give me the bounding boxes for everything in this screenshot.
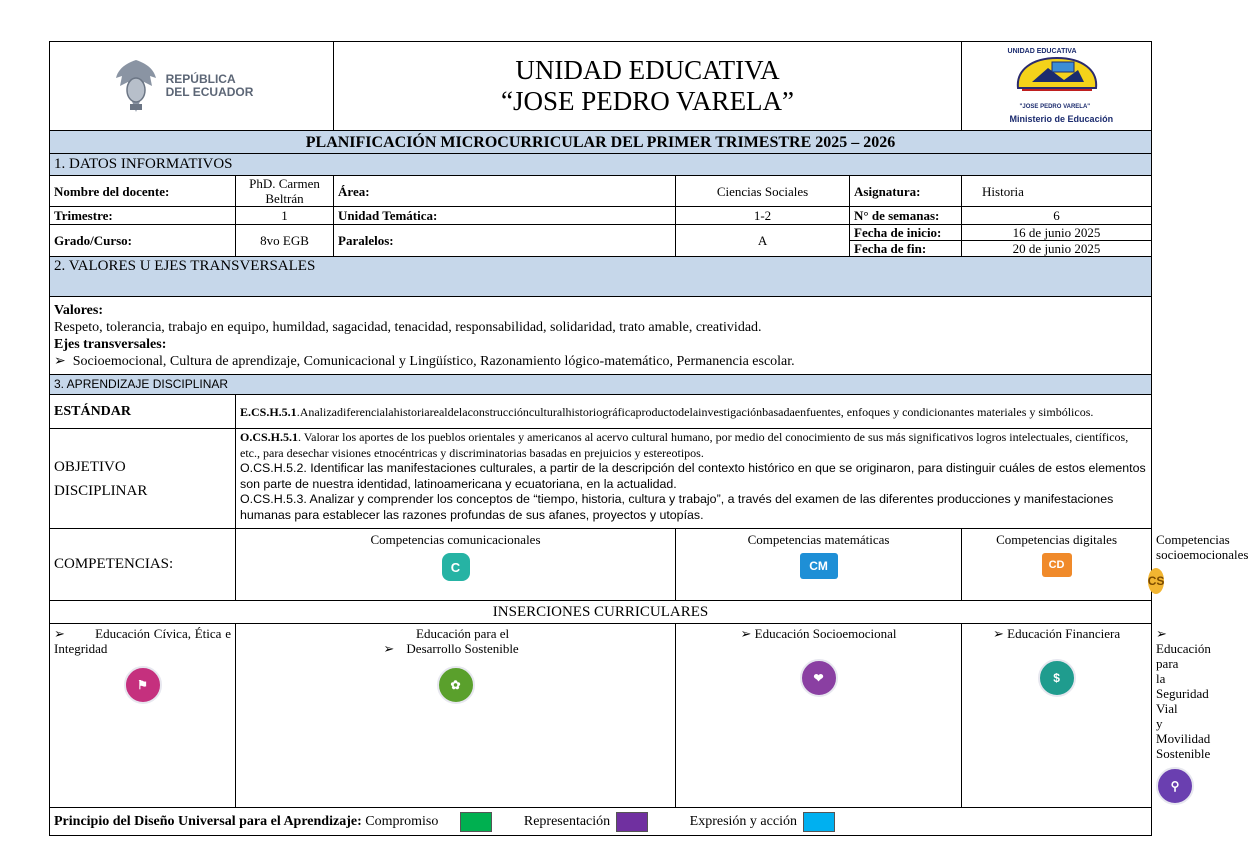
logo-top-text: UNIDAD EDUCATIVA [1007,48,1077,55]
insercion-civica [50,624,236,808]
ejes-label: Ejes transversales: [54,337,167,352]
comunicacional-icon: C [442,553,470,581]
school-name: “JOSE PEDRO VARELA” [501,86,795,116]
unidad-value: 1-2 [676,207,850,225]
bullet-icon: ➢ [54,626,65,641]
ecuador-coat-of-arms-icon [110,56,162,116]
financiera-icon: $ [1038,659,1076,697]
expresion-swatch [803,812,835,832]
valores-text: Respeto, tolerancia, trabajo en equipo, humildad, sagacidad, tenacidad, responsabilidad, solidaridad, trato amable, creatividad. [54,320,762,335]
valores-label: Valores: [54,303,103,318]
competencia-matematica [676,529,962,601]
competencia-label: Competencias comunicacionales [370,532,541,547]
section2-title: 2. VALORES U EJES TRANSVERSALES [50,257,1152,297]
ministry-text: Ministerio de Educación [1009,114,1114,124]
socioemocional-icon: ❤ [800,659,838,697]
competencia-comunicacional [236,529,676,601]
competencias-label: COMPETENCIAS: [50,529,236,601]
estandar-cell [236,395,1152,429]
objetivo-label-1: OBJETIVO [54,458,126,475]
obj2-text: O.CS.H.5.2. Identificar las manifestaciones culturales, a partir de la descripción del contexto histórico en que se originaron, para distinguir cuáles de estos elementos son parte de nuestra identidad, latinoamericana y ecuatoriana, en la actualidad. [240,461,1146,491]
grado-label: Grado/Curso: [50,225,236,257]
obj1-code: O.CS.H.5.1 [240,430,299,444]
trimestre-value: 1 [236,207,334,225]
unidad-label: Unidad Temática: [334,207,676,225]
area-label: Área: [334,176,676,207]
insercion-sostenible [236,624,676,808]
bullet-icon: ➢ [740,626,752,641]
values-cell [50,297,1152,375]
semanas-value: 6 [962,207,1152,225]
trimestre-label: Trimestre: [50,207,236,225]
bullet-icon: ➢ [1156,626,1167,641]
school-title-cell [334,42,962,131]
estandar-text: .Analizadiferencialahistoriarealdelaconstrucciónculturalhistoriográficaproductodelainvestigaciónbasadaenfuentes, enfoques y condicionantes materiales y simbólicos. [296,404,1094,419]
objetivo-label-cell [50,429,236,529]
section1-title: 1. DATOS INFORMATIVOS [50,154,1152,176]
civica-icon: ⚑ [124,666,162,704]
objetivo-label-2: DISCIPLINAR [54,482,148,499]
representacion-swatch [616,812,648,832]
inicio-value: 16 de junio 2025 [962,225,1152,241]
dua-compromiso: Compromiso [365,813,439,829]
obj3-text: O.CS.H.5.3. Analizar y comprender los conceptos de “tiempo, historia, cultura y trabajo”, a través del examen de las diferentes producciones y manifestaciones humanas para establecer las razones profundas de sus afanes, proyectos y utopías. [240,492,1114,522]
competencia-digital [962,529,1152,601]
ejes-text: Socioemocional, Cultura de aprendizaje, Comunicacional y Lingüístico, Razonamiento lógico-matemático, Permanencia escolar. [72,354,795,369]
asignatura-value: Historia [962,176,1152,207]
school-title: UNIDAD EDUCATIVA [515,55,780,85]
ejes-bullet-icon: ➢ [54,354,66,369]
insercion-label: Educación Financiera [1007,626,1121,641]
seguridad-vial-icon: ⚲ [1156,767,1194,805]
insercion-label: Educación Cívica, Ética e Integridad [54,626,231,656]
republic-line2: DEL ECUADOR [165,85,254,99]
objetivo-cell [236,429,1152,529]
fin-value: 20 de junio 2025 [962,241,1152,257]
section3-title: 3. APRENDIZAJE DISCIPLINAR [50,375,1152,395]
school-logo-cell [962,42,1152,131]
dua-label: Principio del Diseño Universal para el Aprendizaje: [54,813,362,829]
insercion-label: Educación para la Seguridad Vial y Movilidad Sostenible [1156,641,1211,761]
paralelos-label: Paralelos: [334,225,676,257]
fin-label: Fecha de fin: [850,241,962,257]
socioemocionales-icon: CS [1148,568,1165,594]
obj1-text: . Valorar los aportes de los pueblos orientales y americanos al acervo cultural humano, por medio del conocimiento de sus más significativos logros intelectuales, científicos, etc., para desechar visiones etnocéntricas y discriminatorias basadas en prejuicios y estereotipos. [240,430,1129,460]
grado-value: 8vo EGB [236,225,334,257]
compromiso-swatch [460,812,492,832]
insercion-financiera [962,624,1152,808]
estandar-label: ESTÁNDAR [50,395,236,429]
insercion-socioemocional [676,624,962,808]
estandar-code: E.CS.H.5.1 [240,404,297,419]
republic-line1: REPÚBLICA [165,72,236,86]
competencia-label: Competencias matemáticas [747,532,890,547]
dua-representacion: Representación [523,813,611,829]
area-value: Ciencias Sociales [676,176,850,207]
sostenible-icon: ✿ [437,666,475,704]
docente-value: PhD. Carmen Beltrán [236,176,334,207]
dua-expresion: Expresión y acción [689,813,797,829]
asignatura-label: Asignatura: [850,176,962,207]
semanas-label: N° de semanas: [850,207,962,225]
logo-bottom-text: "JOSE PEDRO VARELA" [1019,104,1091,110]
dua-row [50,808,1152,836]
bullet-icon: ➢ [383,641,395,656]
paralelos-value: A [676,225,850,257]
matematicas-icon: CM [800,553,838,579]
digitales-icon: CD [1042,553,1072,577]
docente-label: Nombre del docente: [50,176,236,207]
insercion-label: Educación Socioemocional [754,626,897,641]
insercion-label: Educación para el Desarrollo Sostenible [406,626,519,656]
plan-title: PLANIFICACIÓN MICROCURRICULAR DEL PRIMER TRIMESTRE 2025 – 2026 [50,131,1152,154]
republic-logo-cell [50,42,334,131]
bullet-icon: ➢ [992,626,1004,641]
school-emblem-icon [1012,52,1102,104]
inserciones-title: INSERCIONES CURRICULARES [50,601,1152,624]
inicio-label: Fecha de inicio: [850,225,962,241]
planning-document: REPÚBLICA DEL ECUADOR UNIDAD EDUCATIVA “JOSE PEDRO VARELA” UNIDAD EDUCATIVA "JOSE PEDRO VARELA" Ministerio de Educación PLANIFICACIÓN MICROCURRICULAR DEL PRIMER TRIMESTRE 2025 – 2026 1. DATOS INFORMATIVOS Nombre del docente: PhD. Carmen Beltrán Área: Ciencias Sociales Asignatura: Historia Trimestre: 1 Unidad Temática: 1-2 N° de semanas: 6 Grado/Curso: 8vo EGB Paralelos: A Fecha de inicio: 16 de junio 2025 Fecha de fin: 20 de junio 2025 2. VALORES U EJES TRANSVERSALES Valores: Respeto, tolerancia, trabajo en equipo, humildad, sagacidad, tenacidad, responsabilidad, solidaridad, trato amable, creatividad. Ejes transversales: ➢ Socioemocional, Cultura de aprendizaje, Comunicacional y Lingüístico, Razonamiento lógico-matemático, Permanencia escolar. 3. APRENDIZAJE DISCIPLINAR ESTÁNDAR E.CS.H.5.1.Analizadiferencialahistoriarealdelaconstrucciónculturalhistoriográficaproductodelainvestigaciónbasadaenfuentes, enfoques y condicionantes materiales y simbólicos. OBJETIVO DISCIPLINAR O.CS.H.5.1. Valorar los aportes de los pueblos orientales y americanos al acervo cultural humano, por medio del conocimiento de sus más significativos logros intelectuales, científicos, etc., para desechar visiones etnocéntricas y discriminatorias basadas en prejuicios y estereotipos. O.CS.H.5.2. Identificar las manifestaciones culturales, a partir de la descripción del contexto histórico en que se originaron, para distinguir cuáles de estos elementos son parte de nuestra identidad, latinoamericana y ecuatoriana, en la actualidad. O.CS.H.5.3. Analizar y comprender los conceptos de “tiempo, historia, cultura y trabajo”, a través del examen de las diferentes producciones y manifestaciones humanas para establecer las razones profundas de sus afanes, proyectos y utopías. COMPETENCIAS: Competencias comunicacionales C Competencias matemáticas CM Competencias digitales CD Competencias socioemocionales CS INSERCIONES CURRICULARES ➢ Educación Cívica, Ética e Integridad ⚑ ➢ Educación para el Desarrollo Sostenible ✿ ➢ Educación Socioemocional ❤ ➢ Educación Financiera $ ➢ Educación para la Seguridad Vial y Movilidad Sostenible ⚲ Principio del Diseño Universal para el Aprendizaje: Compromiso Representación Expresión y acción [49,41,1151,836]
competencia-label: Competencias digitales [996,532,1118,547]
